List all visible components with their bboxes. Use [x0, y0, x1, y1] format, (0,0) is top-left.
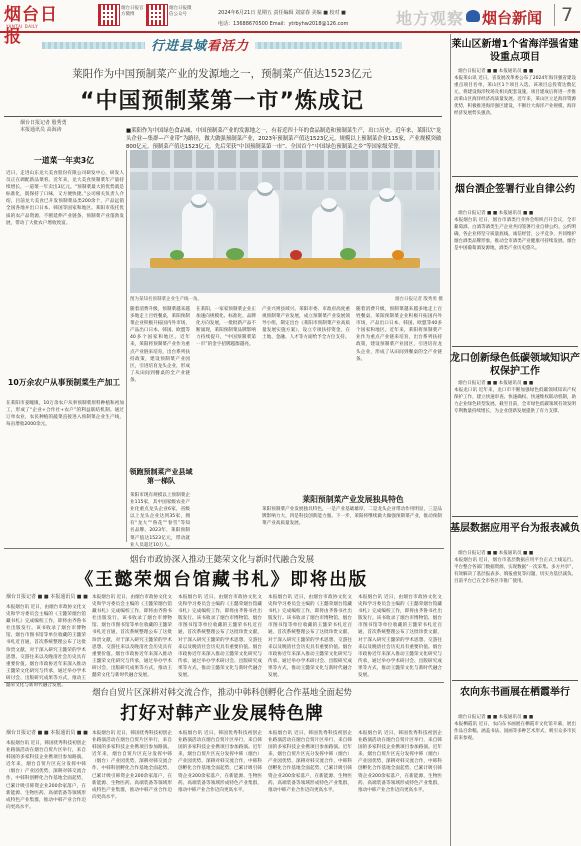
right-article-byline: 烟台日报记者 ■ ■ 本报通讯员 ■ ■	[458, 551, 534, 556]
article-body: 莱阳预制菜产业发展独具特色，一是产业基础雄厚，二是龙头企业带动作用明显，三是品牌影响力大，四是科技创新能力强。下一步，莱阳将继续做大做强预制菜产业，推动预制菜产业高质量发展。	[262, 507, 442, 527]
article-body: 本报烟台讯 近日，韩国优秀科技初创企业路演活动在烟台自贸片区举行，来自韩国的多家科技企业携项目参加路演。近年来，烟台自贸片区充分发挥中韩（烟台）产业园优势，深耕对韩交流合作，中韩科创孵化合作基地全面起势，已累计吸引韩资企业200余家落户，在新能源、生物医药、高端装备等领域形成特色产业集群，推动中韩产业合作迈向更高水平。	[358, 731, 442, 793]
lead-intro: ■莱阳作为中国绿色食品城、中国预制菜产业的发源地之一，有着近四十年的食品制造和预制菜生产，出口历史。近年来，莱阳以“龙头企业—集群—产业带”为路径，做大做强预制菜产业，2023年预制菜产值达1523亿元，规模以上预制菜企业115家，产业规模突破800亿元。预制菜产值达1523亿元。先后荣获“中国预制菜第一市”、全国首个“中国绿色预制菜之乡”等国家级荣誉。	[126, 128, 442, 151]
article-body: 本报烟台讯 近日，由烟台市政协文化文史和学习委员会主编的《王懿荣烟台馆藏书札》完成编校工作，即将由齐鲁书社出版发行。该书收录了烟台市博物馆、烟台市图书馆等单位收藏的王懿荣书札近百通，首次系统整理公布了这批珍贵文献，对于深入研究王懿荣的学术思想、交游往来以及晚清社会历史具有重要价值。烟台市政协近年来深入推动王懿荣文化研究与传承，通过举办学术研讨会、出版研究成果等方式，推动王懿荣文化与新时代融合发展。	[92, 595, 172, 679]
section-heading: 莱阳预制菜产业发展独具特色	[302, 495, 404, 504]
divider	[452, 516, 578, 517]
section-name: 烟台新闻	[482, 9, 543, 27]
qr-label: 烟台日报官方微博	[121, 6, 144, 17]
right-article-title[interactable]: 基层数据应用平台为报表减负	[450, 523, 580, 534]
right-article-body: 本报烟台讯 近日，烟台市基层数据应用平台正式上线运行。平台整合各部门数据资源，实现数据“一次采集、多方共享”，有效解决了基层报表多、填报重复等问题，切实为基层减负。目前平台已在全市各区市推广使用。	[454, 558, 576, 584]
right-article-body: 本报龙口讯 近年来，龙口市不断加强绿色低碳领域知识产权保护工作，建立快速审查、快速确权、快速维权联动机制，助力企业绿色转型发展。截至目前，全市绿色低碳领域有效发明专利数量持续增长，为企业创新发展提供了有力支撑。	[454, 388, 576, 414]
right-article-title[interactable]: 烟台酒企签署行业自律公约	[455, 184, 575, 195]
right-article-title[interactable]: 莱山区新增1个省海洋强省建设重点项目	[451, 39, 579, 63]
article-body: 近日，走进山东龙大美食股份有限公司研发中心，研发人员正在调配新品菜肴。近年来，龙大美食预制菜年产量持续增长，一道菜一年卖出3亿元。“预制菜最大的优势就是标准化，既保持了口味，又方便快捷。”公司相关负责人介绍，目前龙大美食已开发预制菜品类200余个，产品远销全国各地并出口日本、韩国等国家和地区。莱阳市依托优质的农产品资源，不断延伸产业链条，预制菜产业蓬勃发展，带动了大批农户增收致富。	[6, 171, 124, 226]
qr-code-icon	[98, 4, 120, 26]
divider	[4, 548, 444, 549]
divider	[4, 116, 442, 117]
lead-byline: 烟台日报记者 殷秀勇 本报通讯员 高海涛	[20, 120, 67, 133]
photo-credit: 烟台日报记者 殷秀勇 摄	[395, 297, 443, 302]
page-number: 7	[554, 4, 573, 26]
article2-byline: 烟台日报记者 ■ ■ 本报通讯员 ■ ■	[6, 594, 88, 600]
lead-subhead: 莱阳作为中国预制菜产业的发源地之一，预制菜产值达1523亿元	[72, 68, 372, 80]
article-body: 本报烟台讯 近日，韩国优秀科技初创企业路演活动在烟台自贸片区举行，来自韩国的多家科技企业携项目参加路演。近年来，烟台自贸片区充分发挥中韩（烟台）产业园优势，深耕对韩交流合作，中韩科创孵化合作基地全面起势，已累计吸引韩资企业200余家落户，在新能源、生物医药、高端装备等领域形成特色产业集群，推动中韩产业合作迈向更高水平。	[6, 741, 86, 810]
column-banner	[0, 34, 444, 56]
article-body: 本报烟台讯 近日，韩国优秀科技初创企业路演活动在烟台自贸片区举行，来自韩国的多家科技企业携项目参加路演。近年来，烟台自贸片区充分发挥中韩（烟台）产业园优势，深耕对韩交流合作，中韩科创孵化合作基地全面起势，已累计吸引韩资企业200余家落户，在新能源、生物医药、高端装备等领域形成特色产业集群，推动中韩产业合作迈向更高水平。	[178, 731, 262, 793]
right-article-byline: 烟台日报记者 ■ ■ 本报通讯员 ■ ■	[458, 381, 534, 386]
right-article-title[interactable]: 龙口创新绿色低碳领域知识产权保护工作	[450, 353, 580, 377]
article2-kicker: 烟台市政协深入推动王懿荣文化与新时代融合发展	[129, 554, 315, 564]
article-body: 本报烟台讯 近日，由烟台市政协文化文史和学习委员会主编的《王懿荣烟台馆藏书札》完成编校工作，即将由齐鲁书社出版发行。该书收录了烟台市博物馆、烟台市图书馆等单位收藏的王懿荣书札近百通，首次系统整理公布了这批珍贵文献，对于深入研究王懿荣的学术思想、交游往来以及晚清社会历史具有重要价值。烟台市政协近年来深入推动王懿荣文化研究与传承，通过举办学术研讨会、出版研究成果等方式，推动王懿荣文化与新时代融合发展。	[358, 595, 442, 679]
section-tag: 地方观察	[396, 9, 465, 28]
article-body: 本报烟台讯 近日，由烟台市政协文化文史和学习委员会主编的《王懿荣烟台馆藏书札》完成编校工作，即将由齐鲁书社出版发行。该书收录了烟台市博物馆、烟台市图书馆等单位收藏的王懿荣书札近百通，首次系统整理公布了这批珍贵文献，对于深入研究王懿荣的学术思想、交游往来以及晚清社会历史具有重要价值。烟台市政协近年来深入推动王懿荣文化研究与传承，通过举办学术研讨会、出版研究成果等方式，推动王懿荣文化与新时代融合发展。	[6, 605, 86, 689]
article-body: 在莱阳市姜疃镇，10万余农户从事预制菜原料种植和初加工，形成了“企业+合作社+农户”的利益联结机制。通过订单农业，农民种植的蔬菜直接进入预制菜企业生产线，每亩增收2000余元。	[6, 401, 124, 428]
right-article-byline: 烟台日报记者 ■ ■ 本报通讯员 ■ ■	[458, 69, 534, 74]
right-article-title[interactable]: 农向东书画展在栖霞举行	[460, 687, 570, 698]
section-heading: 领跑预制菜产业县域第一梯队	[129, 468, 193, 485]
article-body: 产业兴则县域兴。莱阳市委、市政府高度重视预制菜产业发展，成立预制菜产业发展领导小组，制定出台《莱阳市预制菜产业高质量发展实施方案》，设立专项扶持资金，在土地、金融、人才等方面给予全方位支持。	[262, 307, 350, 341]
right-article-body: 本报莱山讯 近日，省发展改革委公布了2024年海洋强省建设重点项目名单，莱山区1个项目入选。该项目总投资达数亿元，将建设海洋牧场及相关配套设施，项目建成后将进一步推动莱山区海洋经济高质量发展。近年来，莱山区立足海洋资源优势，积极推进海洋强区建设，不断壮大海洋产业规模，海洋经济发展势头强劲。	[454, 76, 576, 116]
article-body: 本报烟台讯 近日，韩国优秀科技初创企业路演活动在烟台自贸片区举行，来自韩国的多家科技企业携项目参加路演。近年来，烟台自贸片区充分发挥中韩（烟台）产业园优势，深耕对韩交流合作，中韩科创孵化合作基地全面起势，已累计吸引韩资企业200余家落户，在新能源、生物医药、高端装备等领域形成特色产业集群，推动中韩产业合作迈向更高水平。	[92, 731, 172, 800]
article-body: 随着消费升级，预制菜越来越多地走上百姓餐桌，莱阳预制菜企业积极开拓国内外市场，产品出口日本、韩国、欧盟等40多个国家和地区。近年来，莱阳将预制菜产业作为重点产业链来培育，出台系列扶持政策，建设预制菜产业园区，引进培育龙头企业，形成了从田间到餐桌的全产业链条。	[356, 307, 442, 362]
article-body: 本报烟台讯 近日，由烟台市政协文化文史和学习委员会主编的《王懿荣烟台馆藏书札》完成编校工作，即将由齐鲁书社出版发行。该书收录了烟台市博物馆、烟台市图书馆等单位收藏的王懿荣书札近百通，首次系统整理公布了这批珍贵文献，对于深入研究王懿荣的学术思想、交游往来以及晚清社会历史具有重要价值。烟台市政协近年来深入推动王懿荣文化研究与传承，通过举办学术研讨会、出版研究成果等方式，推动王懿荣文化与新时代融合发展。	[268, 595, 352, 679]
banner-text: 行进县域看活力	[145, 35, 255, 54]
right-article-body: 本报栖霞讯 近日，农向东书画展在栖霞市文化馆开幕，展出作品百余幅，涵盖书法、国画等多种艺术形式，吸引众多市民前来参观。	[454, 722, 576, 741]
article3-kicker: 烟台自贸片区深耕对韩交流合作，推动中韩科创孵化合作基地全面起势	[92, 687, 352, 697]
section-heading: 一道菜一年卖3亿	[33, 156, 94, 165]
qr-label: 烟台日报微信公众号	[169, 6, 192, 17]
production-line-photo[interactable]	[130, 150, 440, 293]
column-rule	[126, 150, 127, 542]
article-body: 在莱阳，一家家预制菜企业正加速向规模化、标准化、品牌化方向发展，一批批新产品不断涌现，莱阳预制菜品牌影响力持续提升，“中国预制菜第一市”的金字招牌越擦越亮。	[196, 307, 256, 348]
article-body: 本报烟台讯 近日，韩国优秀科技初创企业路演活动在烟台自贸片区举行，来自韩国的多家科技企业携项目参加路演。近年来，烟台自贸片区充分发挥中韩（烟台）产业园优势，深耕对韩交流合作，中韩科创孵化合作基地全面起势，已累计吸引韩资企业200余家落户，在新能源、生物医药、高端装备等领域形成特色产业集群，推动中韩产业合作迈向更高水平。	[268, 731, 352, 793]
article3-byline: 烟台日报记者 ■ ■ 本报通讯员 ■ ■	[6, 730, 88, 736]
right-article-body: 本报烟台讯 近日，烟台市酒类行业协会组织召开会议，全市葡萄酒、白酒等酒类生产企业共同签署行业自律公约。公约明确，各企业将坚守质量底线，诚信经营，公平竞争，共同维护烟台酒类品牌形象，推动全市酒类产业健康可持续发展。烟台是中国葡萄酒发源地，酒类产业历史悠久。	[454, 218, 576, 251]
photo-caption: 图为某知名预制菜企业生产线一角。	[130, 297, 202, 302]
article-body: 莱阳市现有规模以上预制菜企业115家，其中国家级农业产业化重点龙头企业6家，省级以上龙头企业达到35家，拥有“龙大”“鲁花”“春雪”等知名品牌。2023年，莱阳预制菜产值达1523亿元，带动就业人员超过10万人。	[130, 493, 190, 548]
contact-line: 电话：13688670500 Email：ytrbyhw2018@126.com	[218, 21, 349, 27]
logo-subtitle: YANTAI DAILY	[6, 24, 39, 29]
section-heading: 10万余农户从事预制菜生产加工	[7, 378, 121, 387]
article2-title[interactable]: 《王懿荣烟台馆藏书札》即将出版	[75, 570, 369, 590]
article-body: 本报烟台讯 近日，由烟台市政协文化文史和学习委员会主编的《王懿荣烟台馆藏书札》完成编校工作，即将由齐鲁书社出版发行。该书收录了烟台市博物馆、烟台市图书馆等单位收藏的王懿荣书札近百通，首次系统整理公布了这批珍贵文献，对于深入研究王懿荣的学术思想、交游往来以及晚清社会历史具有重要价值。烟台市政协近年来深入推动王懿荣文化研究与传承，通过举办学术研讨会、出版研究成果等方式，推动王懿荣文化与新时代融合发展。	[178, 595, 262, 679]
qr-code-icon	[146, 4, 168, 26]
article3-title[interactable]: 打好对韩产业发展特色牌	[120, 704, 324, 724]
emblem-icon	[466, 10, 480, 22]
article-body: 随着消费升级，预制菜越来越多地走上百姓餐桌，莱阳预制菜企业积极开拓国内外市场，产品出口日本、韩国、欧盟等40多个国家和地区。近年来，莱阳将预制菜产业作为重点产业链来培育，出台系列扶持政策，建设预制菜产业园区，引进培育龙头企业，形成了从田间到餐桌的全产业链条。	[130, 307, 190, 383]
newspaper-logo[interactable]: 烟台日报	[4, 5, 58, 47]
divider	[452, 680, 578, 681]
divider	[452, 346, 578, 347]
divider	[4, 682, 444, 683]
right-article-byline: 烟台日报记者 ■ ■ 本报通讯员 ■ ■	[458, 211, 534, 216]
right-article-byline: 烟台日报记者 ■ ■ 本报通讯员 ■ ■	[458, 715, 534, 720]
divider	[452, 176, 578, 177]
lead-headline[interactable]: “中国预制菜第一市”炼成记	[80, 89, 364, 114]
issue-date-line: 2024年6月21日 星期五 责任编辑 刘富春 美编 ■ 校对 ■	[218, 10, 346, 16]
